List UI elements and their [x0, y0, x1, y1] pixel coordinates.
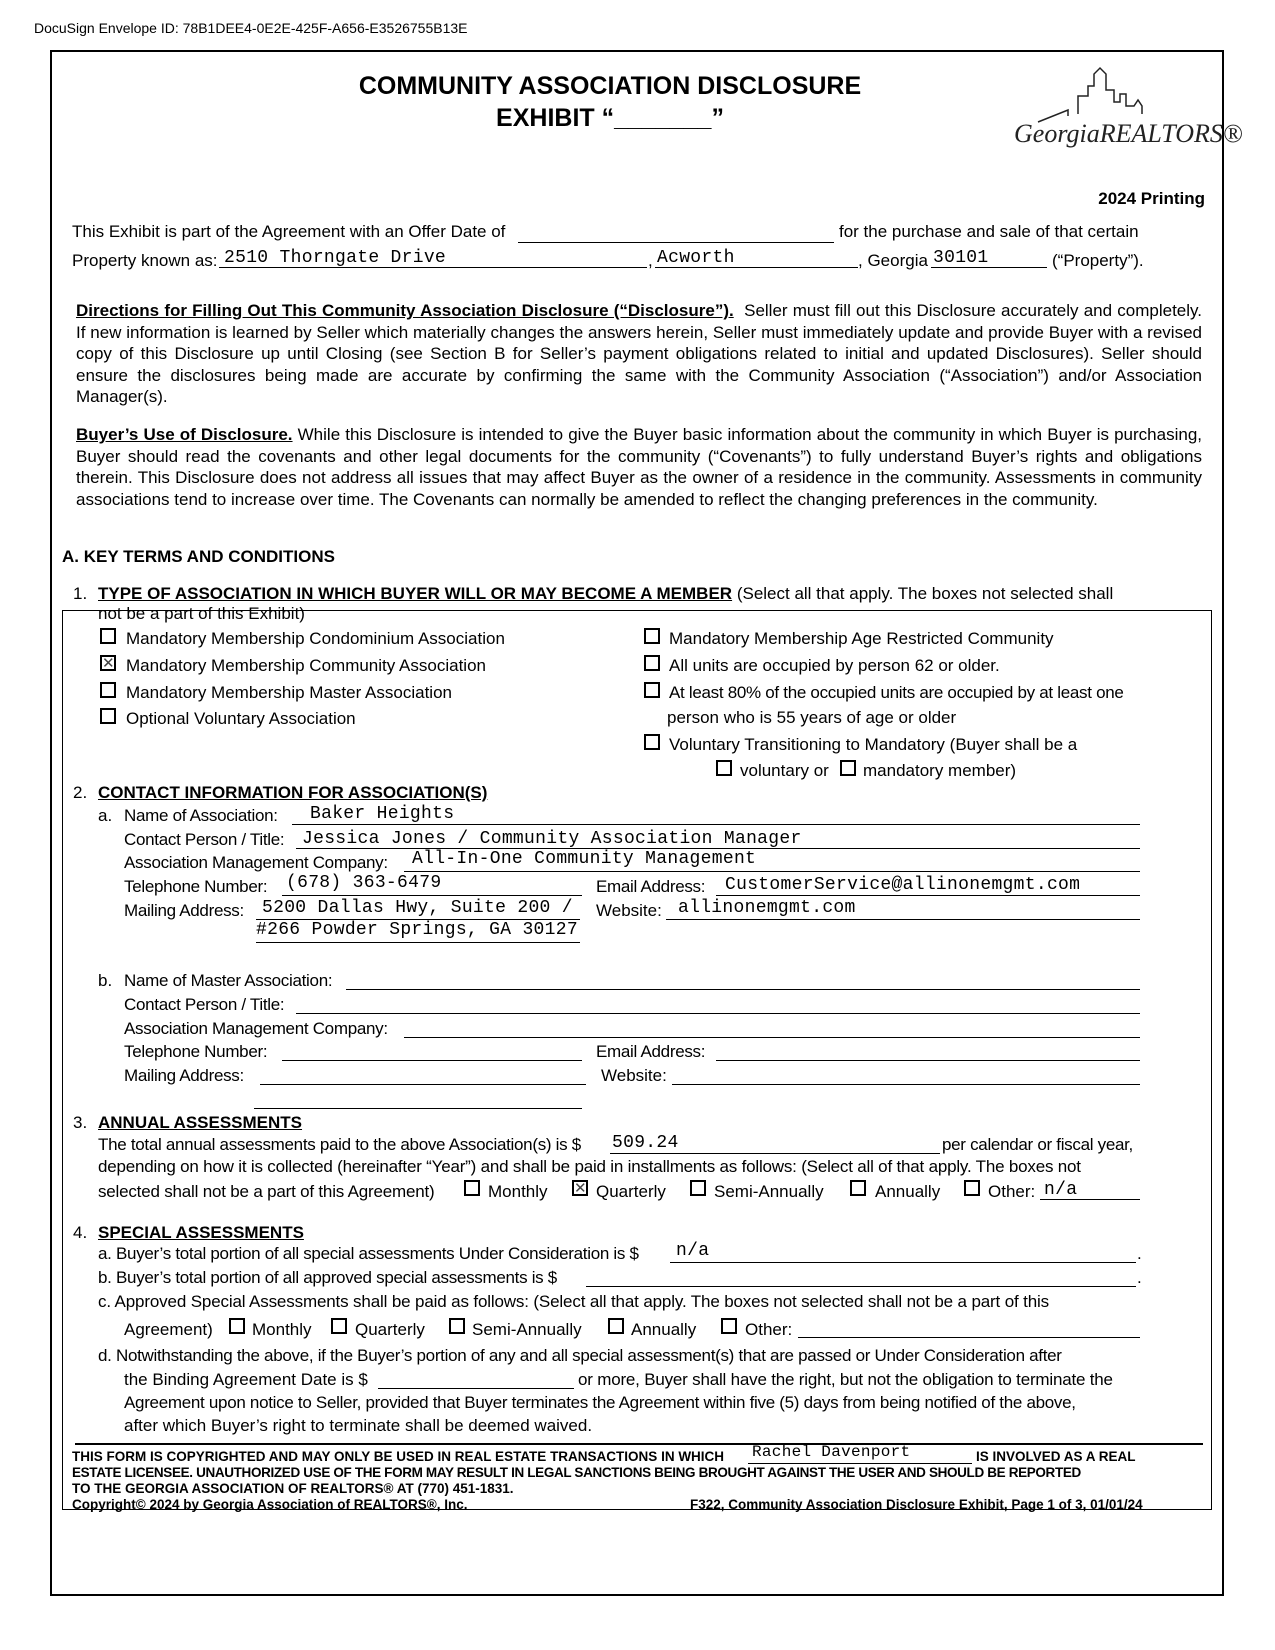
intro-offer-label: This Exhibit is part of the Agreement with an Offer Date of [72, 222, 506, 241]
option-master-association: Mandatory Membership Master Association [126, 683, 452, 702]
item4-d-text-2a: the Binding Agreement Date is $ [124, 1370, 368, 1389]
label-master-phone: Telephone Number: [124, 1042, 268, 1061]
title-line-2: EXHIBIT “_______” [496, 104, 724, 132]
property-end: (“Property”). [1052, 251, 1144, 270]
checkbox-annual-other[interactable] [964, 1180, 980, 1196]
checkbox-annual-annually[interactable] [850, 1180, 866, 1196]
period-a: . [1137, 1244, 1142, 1263]
annual-option-semi-annually: Semi-Annually [714, 1182, 824, 1201]
master-email-field[interactable] [716, 1040, 1140, 1061]
item1-heading: TYPE OF ASSOCIATION IN WHICH BUYER WILL OR MAY BECOME A MEMBER [98, 584, 733, 603]
label-master-mailing: Mailing Address: [124, 1066, 244, 1085]
option-condominium: Mandatory Membership Condominium Association [126, 629, 505, 648]
item2-a-label: a. [98, 806, 113, 825]
checkbox-80-percent[interactable] [644, 682, 660, 698]
label-master-association: Name of Master Association: [124, 971, 333, 990]
option-voluntary-transitioning: Voluntary Transitioning to Mandatory (Buyer shall be a [669, 735, 1078, 754]
checkbox-optional-voluntary[interactable] [100, 708, 116, 724]
form-title [300, 70, 920, 134]
title-line-1: COMMUNITY ASSOCIATION DISCLOSURE [358, 72, 862, 100]
section-a-heading: A. KEY TERMS AND CONDITIONS [62, 547, 335, 566]
label-master-website: Website: [601, 1066, 667, 1085]
label-phone: Telephone Number: [124, 877, 268, 896]
item4-a-text: a. Buyer’s total portion of all special assessments Under Consideration is $ [98, 1244, 639, 1263]
directions-paragraph [76, 300, 1202, 408]
checkbox-mandatory-member[interactable] [840, 760, 856, 776]
item3-text-3: selected shall not be a part of this Agreement) [98, 1182, 435, 1201]
checkbox-voluntary-member[interactable] [716, 760, 732, 776]
period-b: . [1137, 1268, 1142, 1287]
footer-line-3: TO THE GEORGIA ASSOCIATION OF REALTORS® AT (770) 451-1831. [72, 1481, 514, 1496]
option-mandatory-member: mandatory member) [863, 761, 1017, 780]
item3-text-1: The total annual assessments paid to the above Association(s) is $ [98, 1135, 581, 1154]
label-contact-person: Contact Person / Title: [124, 830, 285, 849]
label-mailing: Mailing Address: [124, 901, 244, 920]
zip-value: 30101 [933, 248, 989, 268]
buyers-use-body: While this Disclosure is intended to give the Buyer basic information about the community in which Buyer is purchasing, Buyer should read the covenants and other legal documents for the community (“Covenants”) to fully understand Buyer’s rights and obligations therein. This Disclosure does not address all issues that may affect Buyer as the owner of a residence in the community. Assessments in community associations tend to increase over time. The Covenants can normally be amended to reflect the changing preferences in the community. [76, 425, 1202, 509]
licensee-value: Rachel Davenport [752, 1443, 911, 1461]
envelope-id: DocuSign Envelope ID: 78B1DEE4-0E2E-425F-A656-E3526755B13E [34, 20, 468, 36]
phone-value: (678) 363-6479 [286, 873, 442, 893]
item2-b-label: b. [98, 971, 113, 990]
option-62-older: All units are occupied by person 62 or older. [669, 656, 1000, 675]
checkbox-special-quarterly[interactable] [331, 1318, 347, 1334]
annual-option-other: Other: [988, 1182, 1036, 1201]
special-under-consideration-value: n/a [676, 1241, 710, 1261]
georgia-label: , Georgia [858, 251, 928, 270]
item3-heading: ANNUAL ASSESSMENTS [98, 1113, 303, 1132]
item4-d-text-2b: or more, Buyer shall have the right, but not the obligation to terminate the [578, 1370, 1113, 1389]
logo-text: GeorgiaREALTORS® [1014, 119, 1243, 148]
special-option-monthly: Monthly [252, 1320, 312, 1339]
item4-d-text-1: d. Notwithstanding the above, if the Buyer’s portion of any and all special assessment(s) that are passed or Under Consideration after [98, 1346, 1062, 1365]
checkbox-annual-quarterly[interactable] [572, 1180, 588, 1196]
checkbox-special-monthly[interactable] [229, 1318, 245, 1334]
printing-year: 2024 Printing [1098, 189, 1205, 208]
item3-text-1-end: per calendar or fiscal year, [942, 1135, 1133, 1154]
termination-threshold-field[interactable] [378, 1368, 574, 1389]
directions-heading: Directions for Filling Out This Community Association Disclosure (“Disclosure”). [76, 301, 734, 320]
item3-text-2: depending on how it is collected (hereinafter “Year”) and shall be paid in installments as follows: (Select all of that apply. The boxes not [98, 1157, 1081, 1176]
item4-b-text: b. Buyer’s total portion of all approved special assessments is $ [98, 1268, 557, 1287]
offer-date-field[interactable] [518, 222, 834, 243]
label-master-mgmt: Association Management Company: [124, 1019, 388, 1038]
checkbox-annual-monthly[interactable] [464, 1180, 480, 1196]
special-approved-field[interactable] [586, 1266, 1136, 1287]
checkbox-special-other[interactable] [721, 1318, 737, 1334]
contact-person-value: Jessica Jones / Community Association Manager [302, 829, 802, 849]
checkbox-special-semi-annually[interactable] [449, 1318, 465, 1334]
special-option-semi-annually: Semi-Annually [472, 1320, 582, 1339]
mailing-value-2: #266 Powder Springs, GA 30127 [256, 920, 578, 940]
checkbox-62-older[interactable] [644, 655, 660, 671]
checkbox-age-restricted[interactable] [644, 628, 660, 644]
annual-option-annually: Annually [875, 1182, 941, 1201]
label-website: Website: [596, 901, 662, 920]
intro-purchase-text: for the purchase and sale of that certain [839, 222, 1139, 241]
checkbox-community-association[interactable] [100, 655, 116, 671]
option-80-percent-cont: person who is 55 years of age or older [667, 708, 957, 727]
item2-number: 2. [73, 783, 88, 802]
property-address-value: 2510 Thorngate Drive [224, 248, 447, 268]
mailing-value-1: 5200 Dallas Hwy, Suite 200 / [262, 898, 573, 918]
option-80-percent: At least 80% of the occupied units are occupied by at least one [669, 683, 1124, 702]
label-association-name: Name of Association: [124, 806, 278, 825]
item1-heading-line [98, 584, 1113, 604]
label-master-email: Email Address: [596, 1042, 706, 1061]
master-website-field[interactable] [672, 1064, 1140, 1085]
annual-option-quarterly: Quarterly [596, 1182, 666, 1201]
annual-amount-value: 509.24 [612, 1133, 679, 1153]
master-phone-field[interactable] [282, 1040, 582, 1061]
item4-heading: SPECIAL ASSESSMENTS [98, 1223, 304, 1242]
master-mailing-field-2[interactable] [254, 1088, 582, 1109]
item2-heading: CONTACT INFORMATION FOR ASSOCIATION(S) [98, 783, 488, 802]
property-label: Property known as: [72, 251, 218, 270]
footer-rule [75, 1443, 1203, 1445]
option-voluntary-member: voluntary or [740, 761, 829, 780]
item1-note: (Select all that apply. The boxes not selected shall [736, 584, 1114, 603]
footer-line-1b: IS INVOLVED AS A REAL [976, 1449, 1136, 1464]
item1-note-cont: not be a part of this Exhibit) [98, 604, 305, 623]
master-mgmt-field[interactable] [404, 1017, 1140, 1038]
item4-d-text-4: after which Buyer’s right to terminate shall be deemed waived. [124, 1416, 593, 1435]
option-community-association: Mandatory Membership Community Association [126, 656, 486, 675]
item1-number: 1. [73, 584, 88, 603]
option-optional-voluntary: Optional Voluntary Association [126, 709, 356, 728]
checkbox-voluntary-transitioning[interactable] [644, 734, 660, 750]
option-age-restricted: Mandatory Membership Age Restricted Community [669, 629, 1054, 648]
special-option-annually: Annually [631, 1320, 697, 1339]
item4-d-text-3: Agreement upon notice to Seller, provided that Buyer terminates the Agreement within five (5) days from being notified of the above, [124, 1393, 1076, 1412]
mgmt-company-value: All-In-One Community Management [412, 849, 757, 869]
association-name-value: Baker Heights [310, 804, 455, 824]
special-option-other: Other: [745, 1320, 793, 1339]
footer-copyright: Copyright© 2024 by Georgia Association of REALTORS®, Inc. [72, 1497, 468, 1512]
item4-number: 4. [73, 1223, 88, 1242]
label-mgmt-company: Association Management Company: [124, 853, 388, 872]
buyers-use-paragraph [76, 424, 1202, 510]
special-other-field[interactable] [798, 1317, 1140, 1338]
checkbox-condominium[interactable] [100, 628, 116, 644]
item4-c-text: c. Approved Special Assessments shall be paid as follows: (Select all that apply. The boxes not selected shall not be a part of this [98, 1292, 1050, 1311]
master-contact-field[interactable] [296, 993, 1140, 1014]
annual-other-value: n/a [1044, 1180, 1078, 1200]
georgia-realtors-logo [1008, 64, 1243, 164]
master-association-field[interactable] [346, 969, 1140, 990]
checkbox-master-association[interactable] [100, 682, 116, 698]
city-value: Acworth [657, 248, 735, 268]
checkbox-annual-semi-annually[interactable] [690, 1180, 706, 1196]
label-email: Email Address: [596, 877, 706, 896]
website-value: allinonemgmt.com [678, 898, 856, 918]
label-master-contact: Contact Person / Title: [124, 995, 285, 1014]
footer-line-1a: THIS FORM IS COPYRIGHTED AND MAY ONLY BE USED IN REAL ESTATE TRANSACTIONS IN WHICH [72, 1449, 725, 1464]
annual-option-monthly: Monthly [488, 1182, 548, 1201]
item3-number: 3. [73, 1113, 88, 1132]
comma: , [648, 251, 653, 270]
email-value: CustomerService@allinonemgmt.com [725, 875, 1081, 895]
footer-form-id: F322, Community Association Disclosure Exhibit, Page 1 of 3, 01/01/24 [690, 1497, 1143, 1512]
footer-line-2: ESTATE LICENSEE. UNAUTHORIZED USE OF THE FORM MAY RESULT IN LEGAL SANCTIONS BEING BROUGHT AGAINST THE USER AND SHOULD BE REPORTED [72, 1465, 1081, 1480]
special-under-consideration-field[interactable] [670, 1242, 1136, 1263]
master-mailing-field-1[interactable] [260, 1064, 586, 1085]
checkbox-special-annually[interactable] [608, 1318, 624, 1334]
directions-body: Seller must fill out this Disclosure accurately and completely. If new information is learned by Seller which materially changes the answers herein, Seller must immediately update and provide Buyer with a revised copy of this Disclosure up until Closing (see Section B for Seller’s payment obligations related to initial and updated Disclosures). Seller should ensure the disclosures being made are accurate by confirming the same with the Community Association (“Association”) and/or Association Manager(s). [76, 301, 1202, 406]
item4-c-agreement: Agreement) [124, 1320, 213, 1339]
special-option-quarterly: Quarterly [355, 1320, 425, 1339]
buyers-use-heading: Buyer’s Use of Disclosure. [76, 425, 293, 444]
